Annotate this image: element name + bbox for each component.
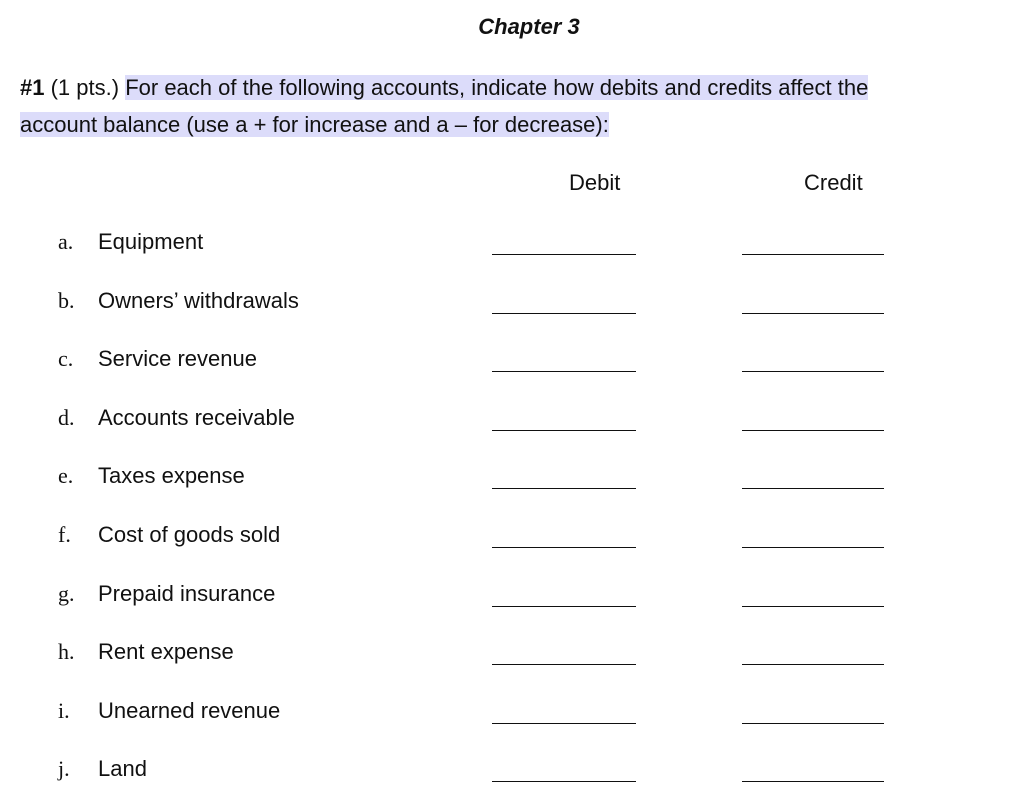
question-number: #1 [20, 75, 45, 100]
account-letter: d. [58, 404, 75, 430]
account-letter: c. [58, 346, 74, 372]
credit-answer-blank[interactable] [742, 430, 884, 431]
credit-column-header: Credit [804, 170, 863, 195]
debit-answer-blank[interactable] [492, 547, 636, 548]
account-name: Owners’ withdrawals [98, 287, 299, 313]
question-text-line-2: account balance (use a + for increase and a – for decrease): [20, 112, 609, 137]
question-line-2 [20, 109, 609, 141]
account-name: Accounts receivable [98, 404, 295, 430]
account-letter: b. [58, 287, 75, 313]
account-name: Rent expense [98, 639, 234, 665]
question-points: (1 pts.) [50, 75, 120, 100]
question-text-line-1: For each of the following accounts, indicate how debits and credits affect the [125, 75, 869, 100]
account-row [0, 637, 1024, 677]
credit-answer-blank[interactable] [742, 606, 884, 607]
account-letter: g. [58, 580, 75, 606]
credit-answer-blank[interactable] [742, 781, 884, 782]
account-name: Unearned revenue [98, 697, 281, 723]
debit-answer-blank[interactable] [492, 313, 636, 314]
account-name: Land [98, 756, 147, 782]
debit-answer-blank[interactable] [492, 488, 636, 489]
account-letter: e. [58, 463, 74, 489]
account-row [0, 461, 1024, 501]
credit-answer-blank[interactable] [742, 723, 884, 724]
credit-answer-blank[interactable] [742, 664, 884, 665]
account-letter: f. [58, 522, 71, 547]
account-name: Prepaid insurance [98, 580, 276, 606]
account-letter: i. [58, 697, 70, 723]
account-name: Equipment [98, 229, 204, 254]
account-row [0, 286, 1024, 326]
credit-answer-blank[interactable] [742, 488, 884, 489]
account-row [0, 754, 1024, 794]
debit-answer-blank[interactable] [492, 430, 636, 431]
account-row [0, 403, 1024, 443]
account-row [0, 696, 1024, 736]
debit-answer-blank[interactable] [492, 606, 636, 607]
account-letter: h. [58, 639, 75, 665]
account-name: Service revenue [98, 346, 257, 372]
credit-answer-blank[interactable] [742, 313, 884, 314]
account-row [0, 579, 1024, 619]
account-row [0, 520, 1024, 560]
account-row [0, 227, 1024, 267]
debit-column-header: Debit [569, 170, 621, 195]
question-line-1 [20, 72, 868, 104]
debit-answer-blank[interactable] [492, 723, 636, 724]
credit-answer-blank[interactable] [742, 254, 884, 255]
credit-answer-blank[interactable] [742, 371, 884, 372]
debit-answer-blank[interactable] [492, 371, 636, 372]
account-name: Taxes expense [98, 463, 245, 489]
account-row [0, 344, 1024, 384]
debit-answer-blank[interactable] [492, 664, 636, 665]
debit-answer-blank[interactable] [492, 781, 636, 782]
credit-answer-blank[interactable] [742, 547, 884, 548]
account-name: Cost of goods sold [98, 522, 281, 547]
account-letter: a. [58, 229, 74, 254]
chapter-title: Chapter 3 [478, 14, 580, 39]
account-letter: j. [58, 756, 70, 782]
debit-answer-blank[interactable] [492, 254, 636, 255]
